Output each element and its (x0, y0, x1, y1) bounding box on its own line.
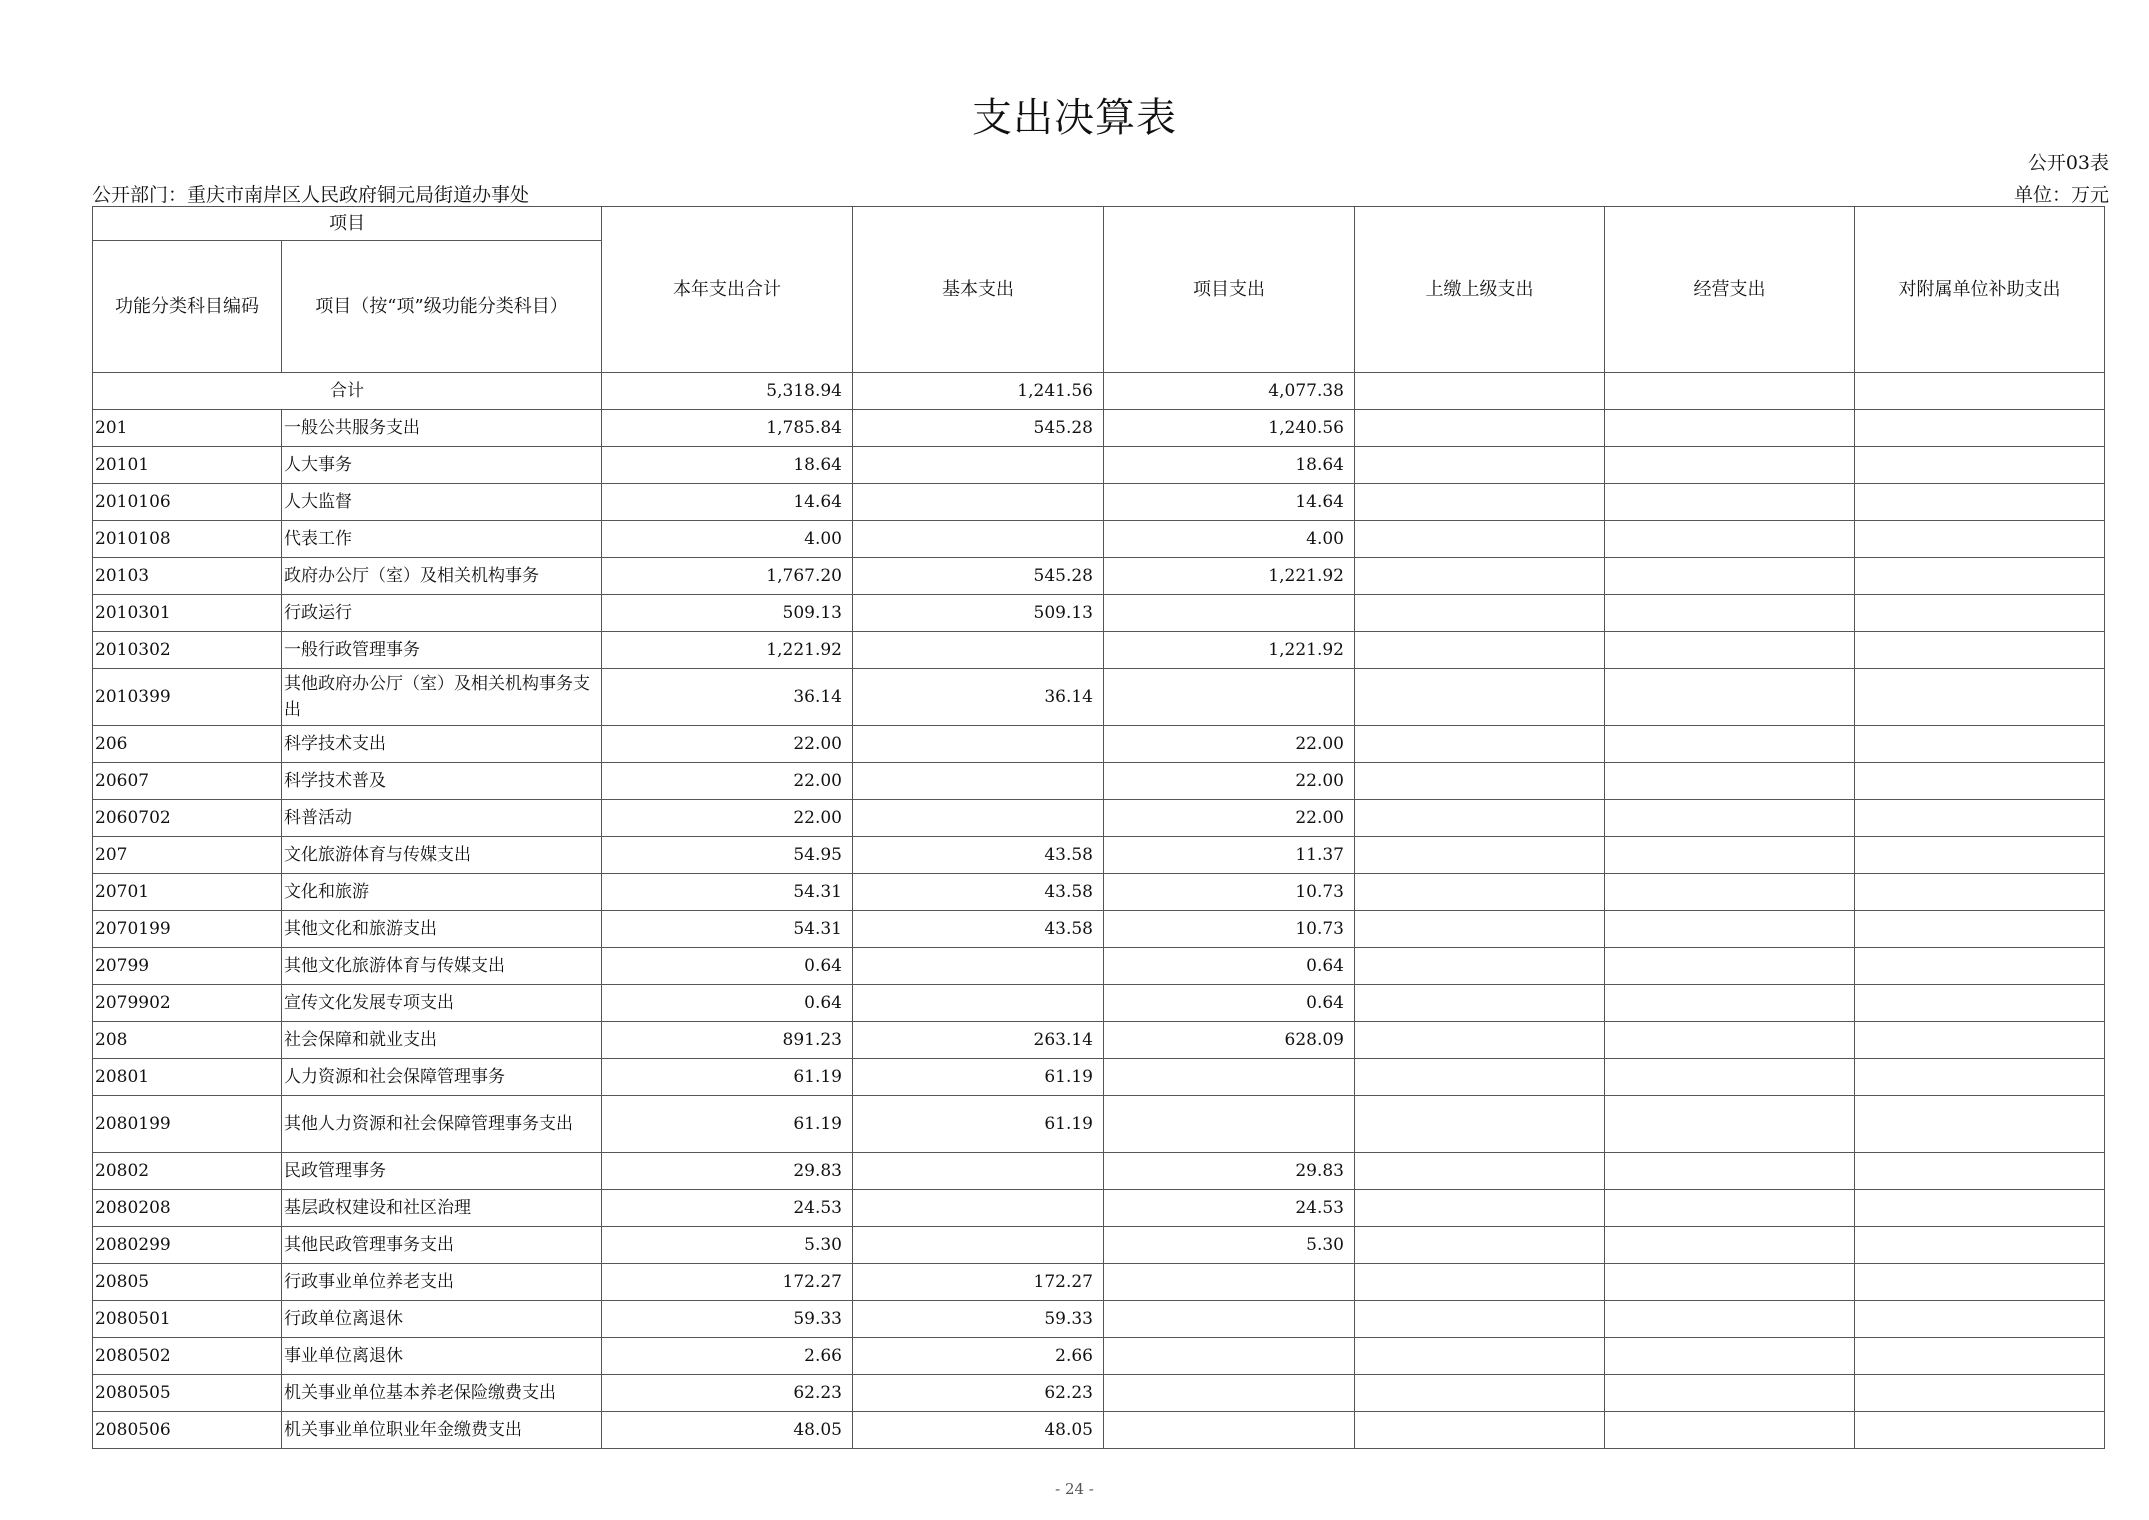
code-cell: 2010108 (93, 521, 282, 558)
name-cell: 其他民政管理事务支出 (282, 1227, 602, 1264)
table-row (93, 1375, 2105, 1412)
upper-cell (1355, 763, 1605, 800)
header-subsidy: 对附属单位补助支出 (1855, 207, 2105, 373)
name-cell: 其他文化和旅游支出 (282, 911, 602, 948)
total-cell: 24.53 (602, 1190, 853, 1227)
subsidy-cell (1855, 447, 2105, 484)
code-cell: 207 (93, 837, 282, 874)
project-cell (1104, 1338, 1355, 1375)
total-cell: 36.14 (602, 669, 853, 726)
basic-cell: 2.66 (853, 1338, 1104, 1375)
header-basic: 基本支出 (853, 207, 1104, 373)
header-name: 项目（按“项”级功能分类科目） (282, 241, 602, 373)
project-cell (1104, 1264, 1355, 1301)
expenditure-table (92, 206, 2105, 1449)
basic-cell: 43.58 (853, 874, 1104, 911)
subsidy-cell (1855, 669, 2105, 726)
project-cell: 22.00 (1104, 800, 1355, 837)
upper-cell (1355, 484, 1605, 521)
name-cell: 人大事务 (282, 447, 602, 484)
business-cell (1605, 726, 1855, 763)
project-cell: 4.00 (1104, 521, 1355, 558)
code-cell: 2080299 (93, 1227, 282, 1264)
header-total: 本年支出合计 (602, 207, 853, 373)
total-cell: 0.64 (602, 985, 853, 1022)
basic-cell: 61.19 (853, 1059, 1104, 1096)
basic-cell: 172.27 (853, 1264, 1104, 1301)
upper-cell (1355, 410, 1605, 447)
business-cell (1605, 1338, 1855, 1375)
total-cell: 61.19 (602, 1059, 853, 1096)
subsidy-cell (1855, 911, 2105, 948)
total-cell: 1,785.84 (602, 410, 853, 447)
name-cell: 基层政权建设和社区治理 (282, 1190, 602, 1227)
subsidy-cell (1855, 1375, 2105, 1412)
table-row (93, 911, 2105, 948)
basic-cell: 43.58 (853, 911, 1104, 948)
business-cell (1605, 800, 1855, 837)
business-cell (1605, 837, 1855, 874)
project-cell: 10.73 (1104, 911, 1355, 948)
business-cell (1605, 874, 1855, 911)
code-cell: 2060702 (93, 800, 282, 837)
table-row (93, 521, 2105, 558)
total-cell: 22.00 (602, 726, 853, 763)
code-cell: 2080501 (93, 1301, 282, 1338)
total-cell: 61.19 (602, 1096, 853, 1153)
project-cell: 29.83 (1104, 1153, 1355, 1190)
upper-cell (1355, 1059, 1605, 1096)
basic-cell (853, 447, 1104, 484)
name-cell: 一般行政管理事务 (282, 632, 602, 669)
basic-cell: 43.58 (853, 837, 1104, 874)
upper-cell (1355, 911, 1605, 948)
basic-cell: 545.28 (853, 558, 1104, 595)
name-cell: 政府办公厅（室）及相关机构事务 (282, 558, 602, 595)
unit-label: 单位：万元 (2013, 184, 2109, 206)
total-cell: 4.00 (602, 521, 853, 558)
project-cell: 628.09 (1104, 1022, 1355, 1059)
upper-cell (1355, 373, 1605, 410)
total-cell: 172.27 (602, 1264, 853, 1301)
total-row (93, 373, 2105, 410)
upper-cell (1355, 1022, 1605, 1059)
department-name: 重庆市南岸区人民政府铜元局街道办事处 (187, 184, 530, 206)
project-cell: 14.64 (1104, 484, 1355, 521)
header-project-group: 项目 (93, 207, 602, 241)
project-cell: 22.00 (1104, 726, 1355, 763)
project-cell (1104, 1059, 1355, 1096)
business-cell (1605, 1153, 1855, 1190)
upper-cell (1355, 1264, 1605, 1301)
project-cell: 5.30 (1104, 1227, 1355, 1264)
table-row (93, 763, 2105, 800)
department-label: 公开部门： (92, 184, 188, 206)
name-cell: 社会保障和就业支出 (282, 1022, 602, 1059)
code-cell: 208 (93, 1022, 282, 1059)
subsidy-cell (1855, 558, 2105, 595)
code-cell: 20799 (93, 948, 282, 985)
name-cell: 机关事业单位职业年金缴费支出 (282, 1412, 602, 1449)
name-cell: 机关事业单位基本养老保险缴费支出 (282, 1375, 602, 1412)
business-cell (1605, 1375, 1855, 1412)
subsidy-cell (1855, 985, 2105, 1022)
name-cell: 其他政府办公厅（室）及相关机构事务支出 (282, 669, 602, 726)
subsidy-cell (1855, 763, 2105, 800)
subsidy-cell (1855, 874, 2105, 911)
business-cell (1605, 911, 1855, 948)
subsidy-cell (1855, 1227, 2105, 1264)
subsidy-cell (1855, 1096, 2105, 1153)
name-cell: 文化旅游体育与传媒支出 (282, 837, 602, 874)
business-cell (1605, 948, 1855, 985)
table-row (93, 669, 2105, 726)
project-cell (1104, 1301, 1355, 1338)
name-cell: 民政管理事务 (282, 1153, 602, 1190)
basic-cell: 1,241.56 (853, 373, 1104, 410)
total-label: 合计 (93, 373, 602, 410)
business-cell (1605, 1096, 1855, 1153)
header-row-group (93, 207, 2105, 241)
table-row (93, 1022, 2105, 1059)
business-cell (1605, 447, 1855, 484)
header-business: 经营支出 (1605, 207, 1855, 373)
code-cell: 2010106 (93, 484, 282, 521)
basic-cell (853, 763, 1104, 800)
name-cell: 行政事业单位养老支出 (282, 1264, 602, 1301)
table-row (93, 948, 2105, 985)
name-cell: 其他文化旅游体育与传媒支出 (282, 948, 602, 985)
table-row (93, 1096, 2105, 1153)
table-row (93, 484, 2105, 521)
code-cell: 2080502 (93, 1338, 282, 1375)
upper-cell (1355, 558, 1605, 595)
project-cell (1104, 1096, 1355, 1153)
upper-cell (1355, 1375, 1605, 1412)
form-number: 公开03表 (2027, 152, 2109, 174)
code-cell: 20802 (93, 1153, 282, 1190)
basic-cell: 59.33 (853, 1301, 1104, 1338)
basic-cell (853, 1227, 1104, 1264)
basic-cell (853, 521, 1104, 558)
name-cell: 代表工作 (282, 521, 602, 558)
upper-cell (1355, 985, 1605, 1022)
subsidy-cell (1855, 1301, 2105, 1338)
total-cell: 18.64 (602, 447, 853, 484)
project-cell: 18.64 (1104, 447, 1355, 484)
basic-cell (853, 484, 1104, 521)
name-cell: 行政运行 (282, 595, 602, 632)
code-cell: 20103 (93, 558, 282, 595)
upper-cell (1355, 1338, 1605, 1375)
upper-cell (1355, 837, 1605, 874)
table-row (93, 595, 2105, 632)
total-cell: 0.64 (602, 948, 853, 985)
total-cell: 54.31 (602, 911, 853, 948)
business-cell (1605, 410, 1855, 447)
total-cell: 59.33 (602, 1301, 853, 1338)
business-cell (1605, 373, 1855, 410)
total-cell: 1,221.92 (602, 632, 853, 669)
upper-cell (1355, 1153, 1605, 1190)
table-row (93, 632, 2105, 669)
business-cell (1605, 763, 1855, 800)
total-cell: 891.23 (602, 1022, 853, 1059)
code-cell: 2010302 (93, 632, 282, 669)
subsidy-cell (1855, 837, 2105, 874)
subsidy-cell (1855, 410, 2105, 447)
code-cell: 2079902 (93, 985, 282, 1022)
upper-cell (1355, 1227, 1605, 1264)
business-cell (1605, 1264, 1855, 1301)
business-cell (1605, 1190, 1855, 1227)
upper-cell (1355, 874, 1605, 911)
table-row (93, 447, 2105, 484)
code-cell: 206 (93, 726, 282, 763)
basic-cell (853, 726, 1104, 763)
table-row (93, 1264, 2105, 1301)
table-row (93, 558, 2105, 595)
basic-cell: 61.19 (853, 1096, 1104, 1153)
project-cell (1104, 669, 1355, 726)
code-cell: 2010301 (93, 595, 282, 632)
business-cell (1605, 484, 1855, 521)
business-cell (1605, 1412, 1855, 1449)
subsidy-cell (1855, 595, 2105, 632)
table-row (93, 410, 2105, 447)
header-code: 功能分类科目编码 (93, 241, 282, 373)
page-title: 支出决算表 (972, 95, 1177, 141)
name-cell: 其他人力资源和社会保障管理事务支出 (282, 1096, 602, 1153)
code-cell: 2070199 (93, 911, 282, 948)
project-cell: 1,221.92 (1104, 632, 1355, 669)
subsidy-cell (1855, 1059, 2105, 1096)
upper-cell (1355, 521, 1605, 558)
upper-cell (1355, 1190, 1605, 1227)
name-cell: 人力资源和社会保障管理事务 (282, 1059, 602, 1096)
table-row (93, 1153, 2105, 1190)
table-row (93, 1190, 2105, 1227)
basic-cell: 545.28 (853, 410, 1104, 447)
subsidy-cell (1855, 521, 2105, 558)
upper-cell (1355, 632, 1605, 669)
name-cell: 科学技术支出 (282, 726, 602, 763)
business-cell (1605, 1301, 1855, 1338)
upper-cell (1355, 447, 1605, 484)
subsidy-cell (1855, 800, 2105, 837)
basic-cell: 62.23 (853, 1375, 1104, 1412)
basic-cell: 36.14 (853, 669, 1104, 726)
table-row (93, 1412, 2105, 1449)
total-cell: 2.66 (602, 1338, 853, 1375)
code-cell: 2080199 (93, 1096, 282, 1153)
upper-cell (1355, 669, 1605, 726)
project-cell (1104, 1375, 1355, 1412)
name-cell: 科普活动 (282, 800, 602, 837)
project-cell: 22.00 (1104, 763, 1355, 800)
table-row (93, 837, 2105, 874)
code-cell: 2080506 (93, 1412, 282, 1449)
subsidy-cell (1855, 1022, 2105, 1059)
name-cell: 宣传文化发展专项支出 (282, 985, 602, 1022)
project-cell: 0.64 (1104, 985, 1355, 1022)
subsidy-cell (1855, 632, 2105, 669)
total-cell: 509.13 (602, 595, 853, 632)
upper-cell (1355, 726, 1605, 763)
table-row (93, 1059, 2105, 1096)
subsidy-cell (1855, 1338, 2105, 1375)
project-cell: 0.64 (1104, 948, 1355, 985)
basic-cell (853, 1153, 1104, 1190)
subsidy-cell (1855, 1153, 2105, 1190)
code-cell: 20101 (93, 447, 282, 484)
table-row (93, 874, 2105, 911)
header-project: 项目支出 (1104, 207, 1355, 373)
total-cell: 5,318.94 (602, 373, 853, 410)
upper-cell (1355, 1412, 1605, 1449)
project-cell: 4,077.38 (1104, 373, 1355, 410)
table-row (93, 800, 2105, 837)
total-cell: 48.05 (602, 1412, 853, 1449)
department-line (92, 180, 529, 207)
table-row (93, 985, 2105, 1022)
name-cell: 科学技术普及 (282, 763, 602, 800)
table-row (93, 1338, 2105, 1375)
name-cell: 一般公共服务支出 (282, 410, 602, 447)
code-cell: 2080208 (93, 1190, 282, 1227)
subsidy-cell (1855, 1190, 2105, 1227)
basic-cell (853, 632, 1104, 669)
basic-cell (853, 1190, 1104, 1227)
name-cell: 文化和旅游 (282, 874, 602, 911)
total-cell: 1,767.20 (602, 558, 853, 595)
subsidy-cell (1855, 726, 2105, 763)
business-cell (1605, 669, 1855, 726)
name-cell: 事业单位离退休 (282, 1338, 602, 1375)
project-cell: 11.37 (1104, 837, 1355, 874)
subsidy-cell (1855, 484, 2105, 521)
basic-cell: 509.13 (853, 595, 1104, 632)
total-cell: 14.64 (602, 484, 853, 521)
total-cell: 29.83 (602, 1153, 853, 1190)
project-cell: 10.73 (1104, 874, 1355, 911)
subsidy-cell (1855, 373, 2105, 410)
project-cell (1104, 1412, 1355, 1449)
upper-cell (1355, 595, 1605, 632)
business-cell (1605, 1059, 1855, 1096)
business-cell (1605, 985, 1855, 1022)
basic-cell (853, 985, 1104, 1022)
code-cell: 2010399 (93, 669, 282, 726)
business-cell (1605, 558, 1855, 595)
total-cell: 22.00 (602, 800, 853, 837)
upper-cell (1355, 948, 1605, 985)
header-upper: 上缴上级支出 (1355, 207, 1605, 373)
page-number: - 24 - (1055, 1480, 1094, 1498)
code-cell: 20805 (93, 1264, 282, 1301)
project-cell: 24.53 (1104, 1190, 1355, 1227)
subsidy-cell (1855, 1412, 2105, 1449)
basic-cell: 263.14 (853, 1022, 1104, 1059)
business-cell (1605, 632, 1855, 669)
subsidy-cell (1855, 1264, 2105, 1301)
business-cell (1605, 521, 1855, 558)
code-cell: 201 (93, 410, 282, 447)
upper-cell (1355, 1301, 1605, 1338)
code-cell: 20701 (93, 874, 282, 911)
business-cell (1605, 1227, 1855, 1264)
upper-cell (1355, 1096, 1605, 1153)
code-cell: 2080505 (93, 1375, 282, 1412)
total-cell: 54.95 (602, 837, 853, 874)
total-cell: 54.31 (602, 874, 853, 911)
project-cell: 1,221.92 (1104, 558, 1355, 595)
total-cell: 22.00 (602, 763, 853, 800)
basic-cell (853, 948, 1104, 985)
total-cell: 62.23 (602, 1375, 853, 1412)
project-cell (1104, 595, 1355, 632)
upper-cell (1355, 800, 1605, 837)
code-cell: 20801 (93, 1059, 282, 1096)
business-cell (1605, 1022, 1855, 1059)
code-cell: 20607 (93, 763, 282, 800)
name-cell: 人大监督 (282, 484, 602, 521)
project-cell: 1,240.56 (1104, 410, 1355, 447)
table-row (93, 1227, 2105, 1264)
table-row (93, 1301, 2105, 1338)
table-row (93, 726, 2105, 763)
business-cell (1605, 595, 1855, 632)
total-cell: 5.30 (602, 1227, 853, 1264)
name-cell: 行政单位离退休 (282, 1301, 602, 1338)
basic-cell: 48.05 (853, 1412, 1104, 1449)
basic-cell (853, 800, 1104, 837)
subsidy-cell (1855, 948, 2105, 985)
